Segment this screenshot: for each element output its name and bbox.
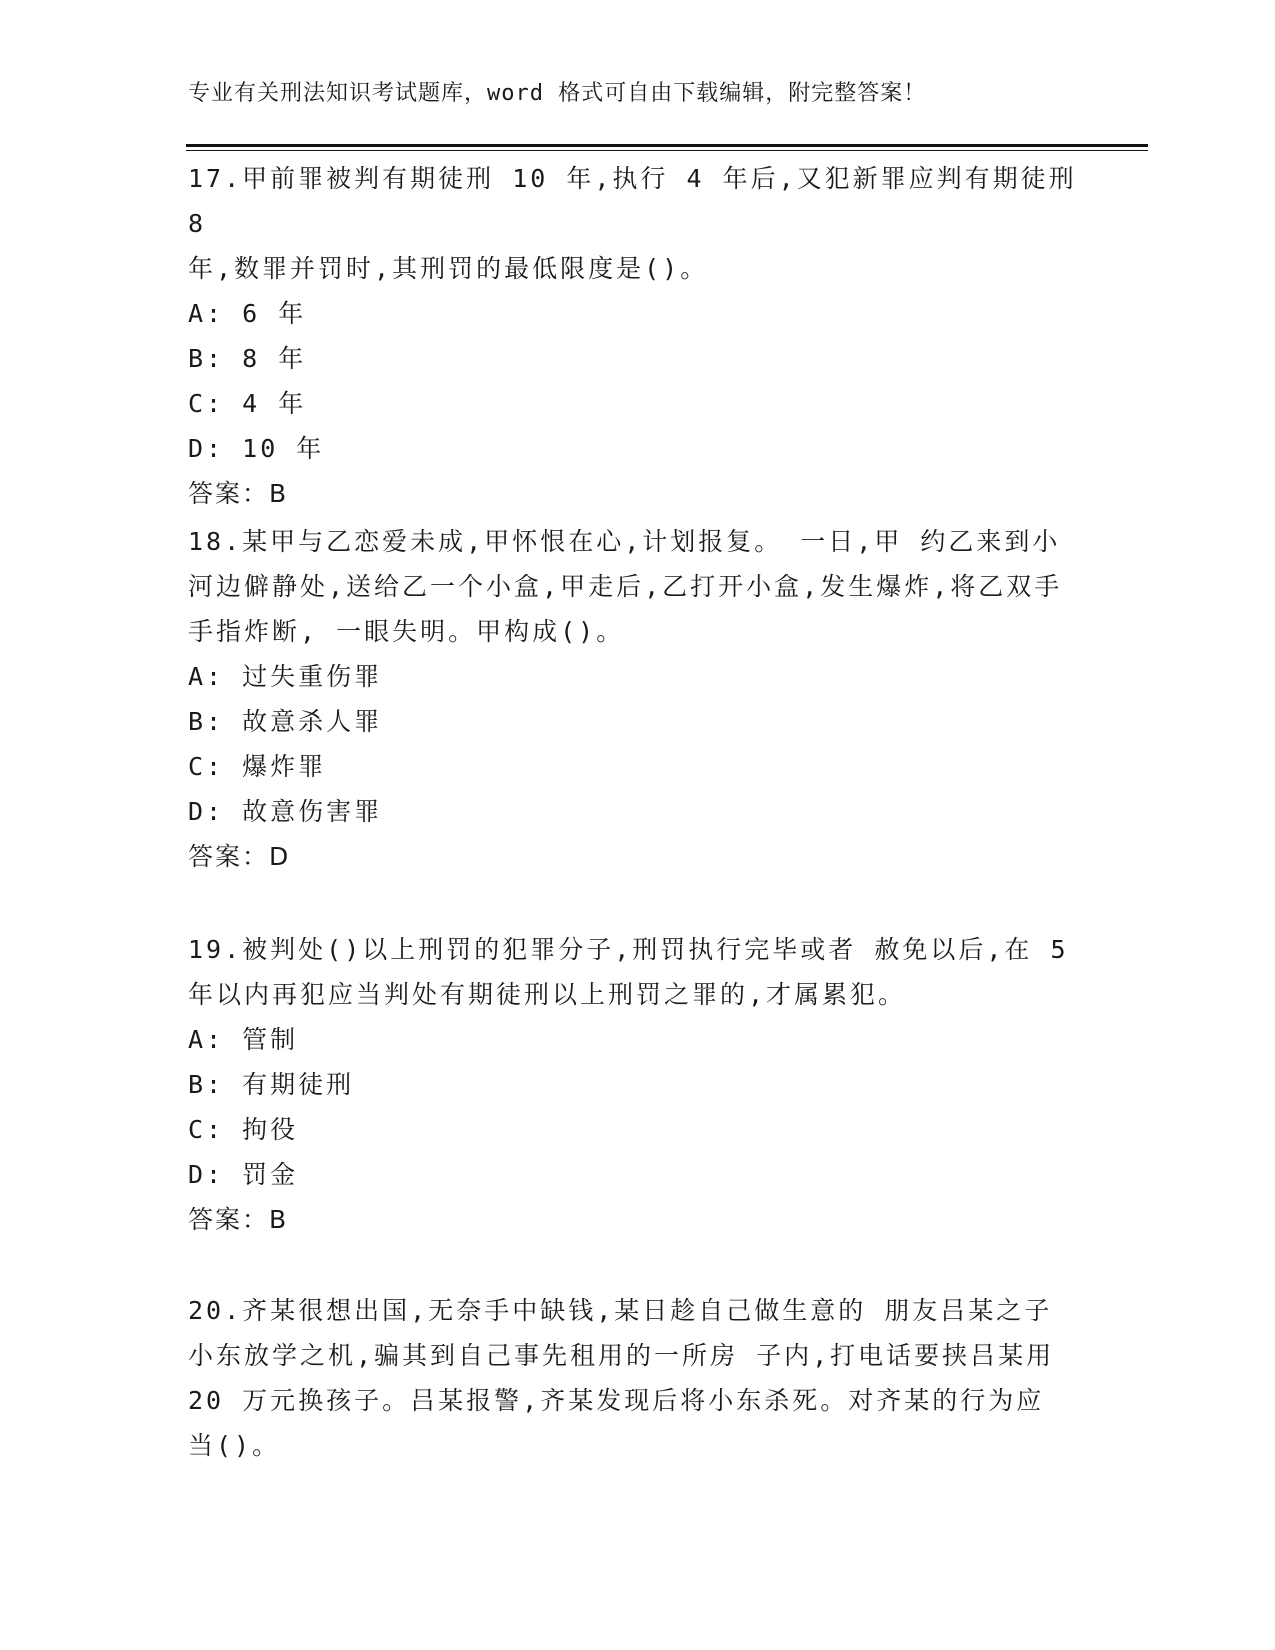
option-d: D: 10 年 xyxy=(188,434,325,463)
question-19 xyxy=(188,927,1088,1242)
question-stem-line: 手指炸断, 一眼失明。甲构成()。 xyxy=(188,617,625,646)
question-stem-line: 17.甲前罪被判有期徒刑 10 年,执行 4 年后,又犯新罪应判有期徒刑 8 xyxy=(188,164,1095,238)
page-header-title: 专业有关刑法知识考试题库，word 格式可自由下载编辑，附完整答案！ xyxy=(188,81,927,106)
answer-line: 答案：B xyxy=(188,479,289,508)
question-stem-line: 当()。 xyxy=(188,1431,281,1460)
option-a: A: 6 年 xyxy=(188,299,307,328)
option-b: B: 8 年 xyxy=(188,344,307,373)
question-stem-line: 小东放学之机,骗其到自己事先租用的一所房 子内,打电话要挟吕某用 xyxy=(188,1341,1055,1370)
question-stem-line: 20.齐某很想出国,无奈手中缺钱,某日趁自己做生意的 朋友吕某之子 xyxy=(188,1296,1053,1325)
option-a: A: 管制 xyxy=(188,1025,299,1054)
option-c: C: 4 年 xyxy=(188,389,307,418)
option-d: D: 罚金 xyxy=(188,1160,299,1189)
option-b: B: 故意杀人罪 xyxy=(188,707,383,736)
answer-line: 答案：D xyxy=(188,842,291,871)
question-18 xyxy=(188,519,1088,879)
question-stem-line: 20 万元换孩子。吕某报警,齐某发现后将小东杀死。对齐某的行为应 xyxy=(188,1386,1045,1415)
header-rule-thick xyxy=(186,144,1148,147)
question-stem-line: 年以内再犯应当判处有期徒刑以上刑罚之罪的,才属累犯。 xyxy=(188,980,907,1009)
option-d: D: 故意伤害罪 xyxy=(188,797,383,826)
question-stem-line: 19.被判处()以上刑罚的犯罪分子,刑罚执行完毕或者 赦免以后,在 5 xyxy=(188,935,1069,964)
header-rule-thin xyxy=(186,150,1148,151)
question-20 xyxy=(188,1288,1088,1468)
question-stem-line: 河边僻静处,送给乙一个小盒,甲走后,乙打开小盒,发生爆炸,将乙双手 xyxy=(188,572,1063,601)
option-c: C: 爆炸罪 xyxy=(188,752,327,781)
option-a: A: 过失重伤罪 xyxy=(188,662,383,691)
question-stem-line: 年,数罪并罚时,其刑罚的最低限度是()。 xyxy=(188,254,709,283)
answer-line: 答案：B xyxy=(188,1205,289,1234)
question-stem-line: 18.某甲与乙恋爱未成,甲怀恨在心,计划报复。 一日,甲 约乙来到小 xyxy=(188,527,1061,556)
option-c: C: 拘役 xyxy=(188,1115,299,1144)
option-b: B: 有期徒刑 xyxy=(188,1070,355,1099)
question-17 xyxy=(188,156,1095,516)
